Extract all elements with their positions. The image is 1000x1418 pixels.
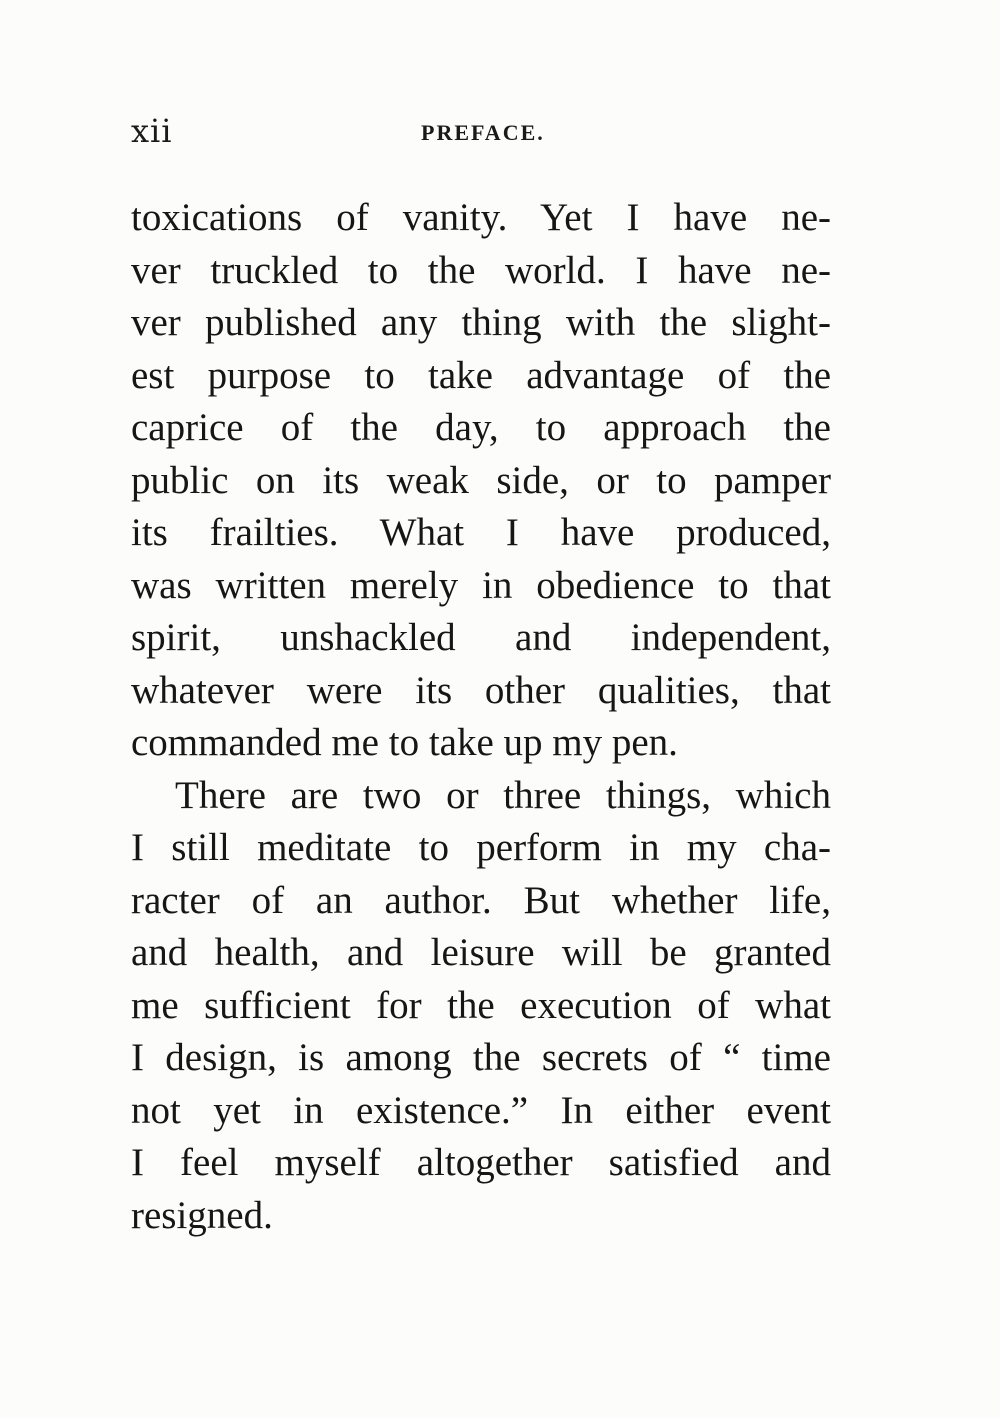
text-line: I still meditate to perform in my cha- — [131, 826, 831, 869]
text-line: whatever were its other qualities, that — [131, 668, 831, 712]
text-line: resigned. — [131, 1193, 273, 1237]
text-line: me sufficient for the execution of what — [131, 983, 831, 1027]
paragraph-1 — [131, 192, 831, 770]
text-line: its frailties. What I have produced, — [131, 511, 831, 554]
text-line: and health, and leisure will be granted — [131, 931, 831, 974]
text-line: spirit, unshackled and independent, — [131, 616, 831, 659]
text-line: ver truckled to the world. I have ne- — [131, 248, 831, 292]
text-line: I feel myself altogether satisfied and — [131, 1141, 831, 1184]
text-line: not yet in existence.” In either event — [131, 1088, 831, 1132]
paragraph-2 — [131, 770, 831, 1243]
text-line: There are two or three things, which — [175, 773, 831, 817]
text-line: was written merely in obedience to that — [131, 563, 831, 607]
text-line: commanded me to take up my pen. — [131, 721, 678, 764]
page-number: xii — [131, 112, 173, 150]
page-header — [131, 112, 831, 152]
text-line: est purpose to take advantage of the — [131, 353, 831, 397]
text-line: toxications of vanity. Yet I have ne- — [131, 196, 831, 239]
text-line: caprice of the day, to approach the — [131, 406, 831, 449]
text-line: ver published any thing with the slight- — [131, 301, 831, 344]
running-title: PREFACE. — [421, 120, 545, 145]
text-line: public on its weak side, or to pamper — [131, 458, 831, 502]
text-line: racter of an author. But whether life, — [131, 878, 831, 922]
text-line: I design, is among the secrets of “ time — [131, 1036, 831, 1079]
body-text — [131, 192, 831, 1242]
